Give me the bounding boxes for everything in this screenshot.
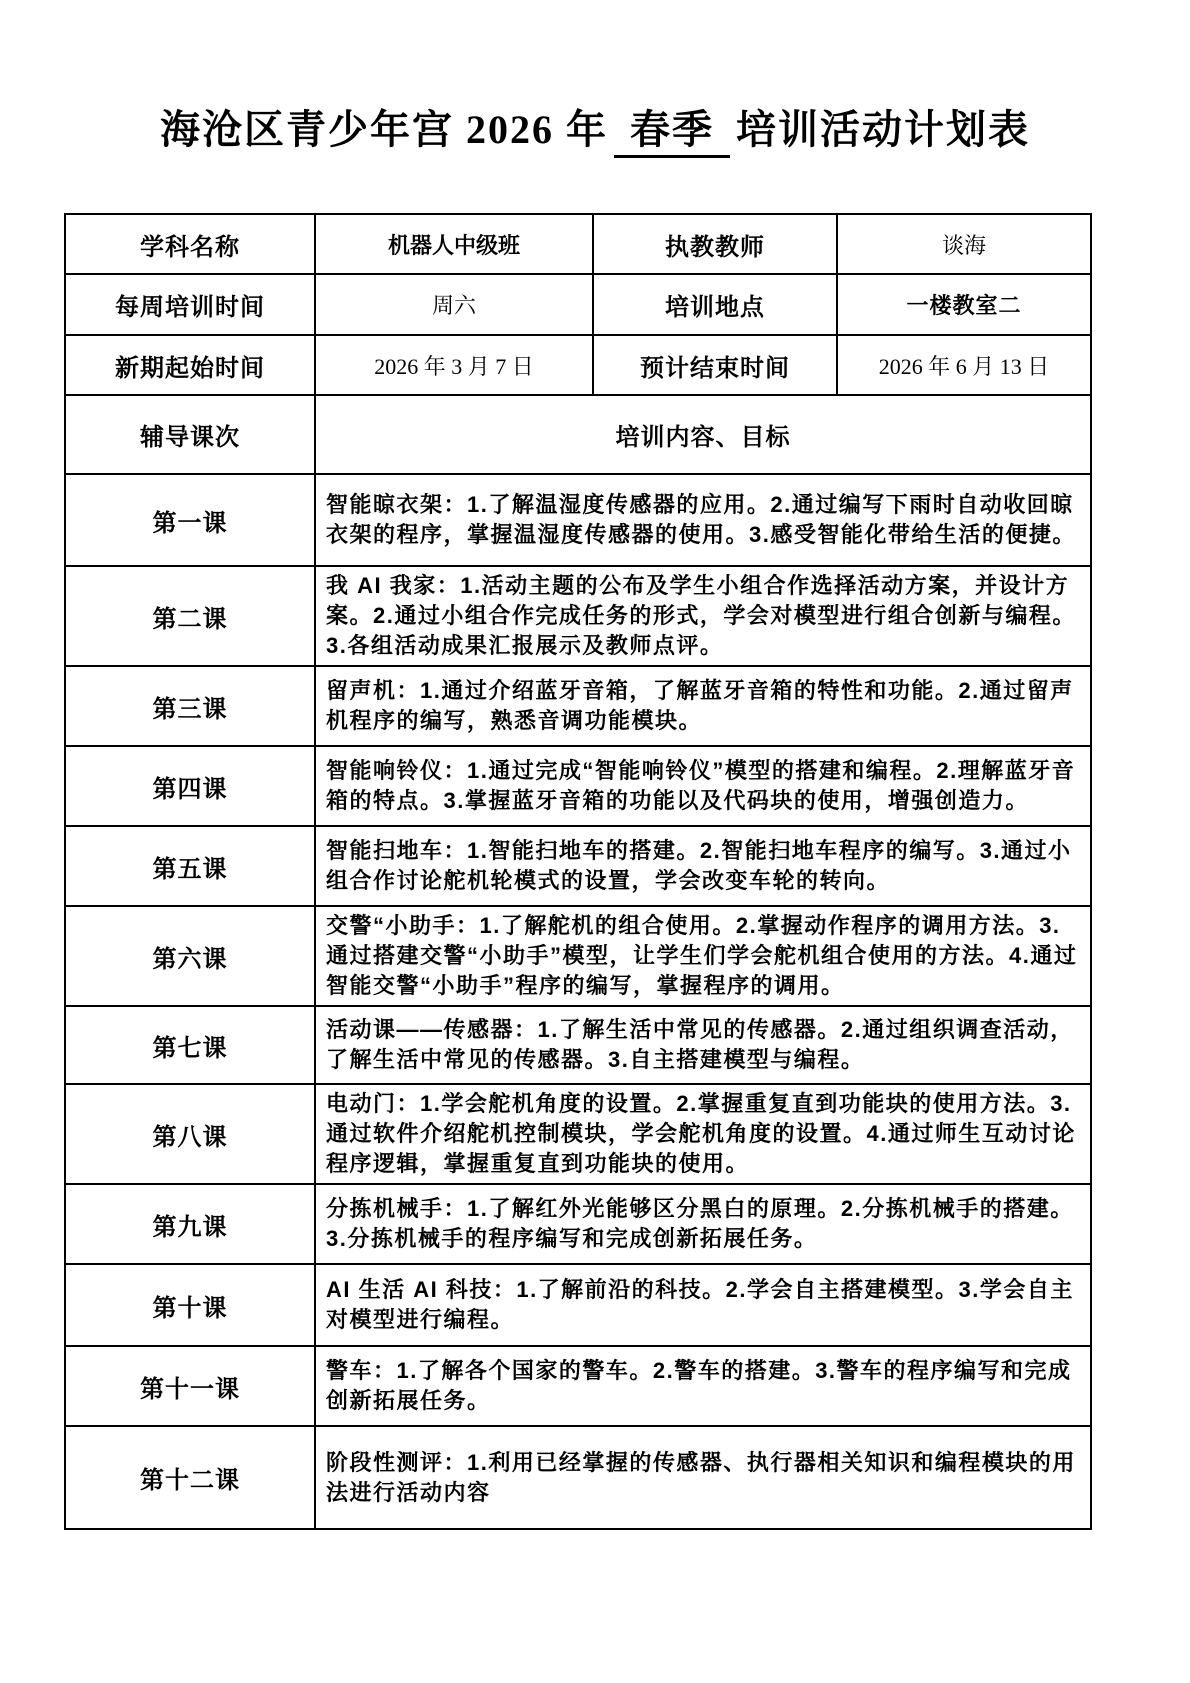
lesson-label: 第九课 [65,1184,315,1264]
lesson-label: 第十一课 [65,1346,315,1426]
training-plan-table [64,213,1092,1530]
page-title [0,98,1190,158]
lesson-content: 分拣机械手：1.了解红外光能够区分黑白的原理。2.分拣机械手的搭建。3.分拣机械手的程序编写和完成创新拓展任务。 [315,1184,1091,1264]
content-goal-header: 培训内容、目标 [315,395,1091,474]
title-season-underlined: 春季 [614,98,730,158]
title-prefix: 海沧区青少年宫 2026 年 [160,107,608,152]
end-date-value: 2026 年 6 月 13 日 [837,335,1091,395]
lesson-row [65,1184,1091,1264]
location-value: 一楼教室二 [837,274,1091,335]
lesson-content: 阶段性测评：1.利用已经掌握的传感器、执行器相关知识和编程模块的用法进行活动内容 [315,1426,1091,1529]
lesson-content: 我 AI 我家：1.活动主题的公布及学生小组合作选择活动方案，并设计方案。2.通过小组合作完成任务的形式，学会对模型进行组合创新与编程。3.各组活动成果汇报展示及教师点评。 [315,566,1091,666]
start-date-label: 新期起始时间 [65,335,315,395]
lesson-label: 第三课 [65,666,315,746]
lesson-label: 第五课 [65,826,315,906]
lesson-row [65,566,1091,666]
lesson-content: 智能响铃仪：1.通过完成“智能响铃仪”模型的搭建和编程。2.理解蓝牙音箱的特点。3.掌握蓝牙音箱的功能以及代码块的使用，增强创造力。 [315,746,1091,826]
lesson-content: 电动门：1.学会舵机角度的设置。2.掌握重复直到功能块的使用方法。3.通过软件介绍舵机控制模块，学会舵机角度的设置。4.通过师生互动讨论程序逻辑，掌握重复直到功能块的使用。 [315,1084,1091,1184]
title-suffix: 培训活动计划表 [736,107,1030,152]
info-row-time-place [65,274,1091,335]
lesson-content: 智能晾衣架：1.了解温湿度传感器的应用。2.通过编写下雨时自动收回晾衣架的程序，掌握温湿度传感器的使用。3.感受智能化带给生活的便捷。 [315,474,1091,566]
lesson-row [65,1006,1091,1084]
lesson-row [65,746,1091,826]
lesson-content: 活动课——传感器：1.了解生活中常见的传感器。2.通过组织调查活动，了解生活中常见的传感器。3.自主搭建模型与编程。 [315,1006,1091,1084]
lesson-label: 第二课 [65,566,315,666]
teacher-label: 执教教师 [593,214,837,274]
lesson-content: AI 生活 AI 科技：1.了解前沿的科技。2.学会自主搭建模型。3.学会自主对模型进行编程。 [315,1264,1091,1346]
info-row-dates [65,335,1091,395]
lesson-index-header: 辅导课次 [65,395,315,474]
lesson-row [65,1264,1091,1346]
weekly-time-label: 每周培训时间 [65,274,315,335]
lesson-label: 第十二课 [65,1426,315,1529]
lesson-row [65,1346,1091,1426]
subject-name-value: 机器人中级班 [315,214,593,274]
info-row-subject-teacher [65,214,1091,274]
location-label: 培训地点 [593,274,837,335]
lesson-content: 交警“小助手：1.了解舵机的组合使用。2.掌握动作程序的调用方法。3.通过搭建交警“小助手”模型，让学生们学会舵机组合使用的方法。4.通过智能交警“小助手”程序的编写，掌握程序的调用。 [315,906,1091,1006]
lesson-label: 第十课 [65,1264,315,1346]
lesson-row [65,666,1091,746]
lesson-content: 警车：1.了解各个国家的警车。2.警车的搭建。3.警车的程序编写和完成创新拓展任务。 [315,1346,1091,1426]
subject-name-label: 学科名称 [65,214,315,274]
lesson-row [65,1426,1091,1529]
lesson-label: 第八课 [65,1084,315,1184]
lesson-row [65,826,1091,906]
weekly-time-value: 周六 [315,274,593,335]
lesson-content: 智能扫地车：1.智能扫地车的搭建。2.智能扫地车程序的编写。3.通过小组合作讨论舵机轮模式的设置，学会改变车轮的转向。 [315,826,1091,906]
lesson-row [65,474,1091,566]
lesson-label: 第七课 [65,1006,315,1084]
lesson-row [65,906,1091,1006]
lesson-label: 第六课 [65,906,315,1006]
end-date-label: 预计结束时间 [593,335,837,395]
lesson-label: 第一课 [65,474,315,566]
schedule-header-row [65,395,1091,474]
start-date-value: 2026 年 3 月 7 日 [315,335,593,395]
lesson-label: 第四课 [65,746,315,826]
teacher-value: 谈海 [837,214,1091,274]
lesson-content: 留声机：1.通过介绍蓝牙音箱，了解蓝牙音箱的特性和功能。2.通过留声机程序的编写，熟悉音调功能模块。 [315,666,1091,746]
lesson-row [65,1084,1091,1184]
